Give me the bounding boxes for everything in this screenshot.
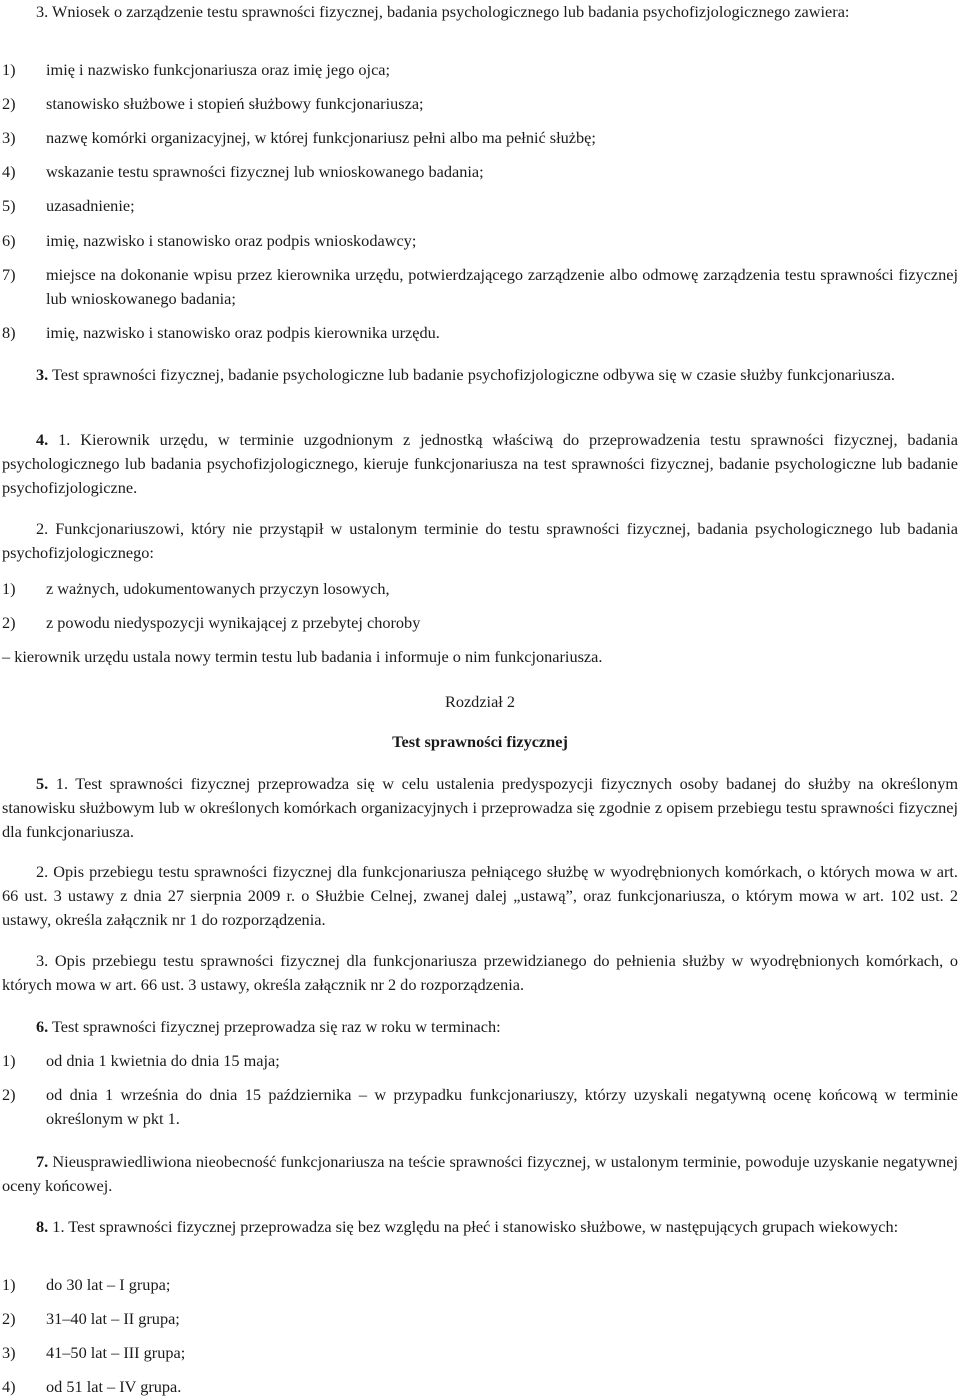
paragraph-5-1 (2, 772, 958, 844)
list-item-number: 2) (2, 94, 16, 113)
list-item-text: nazwę komórki organizacyjnej, w której funkcjonariusz pełni albo ma pełnić służbę; (46, 128, 596, 147)
list-item (2, 160, 958, 184)
list-item (2, 1307, 958, 1331)
list-item-number: 1) (2, 579, 16, 598)
list-item-number: 2) (2, 1085, 16, 1104)
paragraph-text: 2. Funkcjonariuszowi, który nie przystąpił w ustalonym terminie do testu sprawności fizycznej, badania psychologicznego lub badania psychofizjologicznego: (2, 519, 958, 562)
subparagraph-number: 1. (52, 1217, 65, 1236)
paragraph-number: 7. (36, 1152, 49, 1171)
list-item-text: z powodu niedyspozycji wynikającej z przebytej choroby (46, 613, 421, 632)
list-item-text: od dnia 1 kwietnia do dnia 15 maja; (46, 1051, 280, 1070)
paragraph-number: 5. (36, 774, 49, 793)
list-item-number: 7) (2, 265, 16, 284)
paragraph-6 (2, 1015, 958, 1039)
list-item-text: imię, nazwisko i stanowisko oraz podpis wnioskodawcy; (46, 231, 417, 250)
paragraph-number: 3. (36, 365, 49, 384)
list-item-number: 4) (2, 1377, 16, 1396)
paragraph-number: 4. (36, 430, 49, 449)
list-item-text: miejsce na dokonanie wpisu przez kierownika urzędu, potwierdzającego zarządzenie albo odmowę zarządzenia testu sprawności fizycznej lub wnioskowanego badania; (46, 265, 958, 308)
list-item-text: z ważnych, udokumentowanych przyczyn losowych, (46, 579, 390, 598)
list-item (2, 263, 958, 311)
list-item-number: 3) (2, 1343, 16, 1362)
paragraph-text: 2. Opis przebiegu testu sprawności fizycznej dla funkcjonariusza pełniącego służbę w wyodrębnionych komórkach, o których mowa w art. 66 ust. 3 ustawy z dnia 27 sierpnia 2009 r. o Służbie Celnej, zwanej dalej „ustawą”, oraz funkcjonariusza, o którym mowa w art. 102 ust. 2 ustawy, określa załącznik nr 1 do rozporządzenia. (2, 862, 958, 929)
paragraph-text: Nieusprawiedliwiona nieobecność funkcjonariusza na teście sprawności fizycznej, w ustalonym terminie, powoduje uzyskanie negatywnej oceny końcowej. (2, 1152, 958, 1195)
paragraph-text: Test sprawności fizycznej przeprowadza się bez względu na płeć i stanowisko służbowe, w następujących grupach wiekowych: (68, 1217, 899, 1236)
chapter-label: Rozdział 2 (444, 692, 516, 711)
paragraph-3 (2, 363, 958, 387)
paragraph-8-1 (2, 1215, 958, 1239)
list-item (2, 1375, 958, 1399)
list-item-text: od 51 lat – IV grupa. (46, 1377, 182, 1396)
list-item (2, 1083, 958, 1131)
list-item (2, 126, 958, 150)
paragraph-text: – kierownik urzędu ustala nowy termin testu lub badania i informuje o nim funkcjonariusza. (2, 647, 603, 666)
list-item (2, 321, 958, 345)
list-item (2, 229, 958, 253)
list-item-text: stanowisko służbowe i stopień służbowy funkcjonariusza; (46, 94, 424, 113)
list-item (2, 58, 958, 82)
paragraph-5-2 (2, 860, 958, 932)
paragraph-number: 8. (36, 1217, 49, 1236)
list-item (2, 194, 958, 218)
paragraph-text: Test sprawności fizycznej, badanie psychologiczne lub badanie psychofizjologiczne odbywa się w czasie służby funkcjonariusza. (52, 365, 895, 384)
section-3-intro-text: Wniosek o zarządzenie testu sprawności fizycznej, badania psychologicznego lub badania psychofizjologicznego zawiera: (52, 2, 850, 21)
list-item-number: 3) (2, 128, 16, 147)
section-3-label: 3. (36, 2, 49, 21)
paragraph-text: Test sprawności fizycznej przeprowadza się raz w roku w terminach: (52, 1017, 501, 1036)
list-item-text: 41–50 lat – III grupa; (46, 1343, 186, 1362)
list-item-number: 6) (2, 231, 16, 250)
list-item-text: uzasadnienie; (46, 196, 135, 215)
list-item-text: imię, nazwisko i stanowisko oraz podpis kierownika urzędu. (46, 323, 440, 342)
list-item-number: 1) (2, 1275, 16, 1294)
paragraph-4-1 (2, 428, 958, 500)
chapter-title: Test sprawności fizycznej (392, 732, 568, 751)
list-item-text: od dnia 1 września do dnia 15 października – w przypadku funkcjonariuszy, którzy uzyskali negatywną ocenę końcową w terminie określonym w pkt 1. (46, 1085, 958, 1128)
list-item-number: 8) (2, 323, 16, 342)
subparagraph-number: 1. (55, 774, 69, 793)
paragraph-text: Kierownik urzędu, w terminie uzgodnionym z jednostką właściwą do przeprowadzenia testu sprawności fizycznej, badania psychologicznego lub badania psychofizjologicznego, kieruje funkcjonariusza na test sprawności fizycznej, badanie psychologiczne lub badanie psychofizjologiczne. (2, 430, 958, 497)
section-3-intro (2, 0, 958, 24)
list-item-number: 2) (2, 1309, 16, 1328)
list-item (2, 1273, 958, 1297)
paragraph-text: Test sprawności fizycznej przeprowadza się w celu ustalenia predyspozycji fizycznych osoby badanej do służby na określonym stanowisku służbowym lub w określonych komórkach organizacyjnych i przeprowadza się zgodnie z opisem przebiegu testu sprawności fizycznej dla funkcjonariusza. (2, 774, 958, 841)
list-item-text: 31–40 lat – II grupa; (46, 1309, 180, 1328)
list-item (2, 92, 958, 116)
list-item (2, 577, 958, 601)
list-item-number: 1) (2, 60, 16, 79)
list-item (2, 611, 958, 635)
list-item-text: wskazanie testu sprawności fizycznej lub wnioskowanego badania; (46, 162, 484, 181)
paragraph-text: 3. Opis przebiegu testu sprawności fizycznej dla funkcjonariusza przewidzianego do pełnienia służby w wyodrębnionych komórkach, o których mowa w art. 66 ust. 3 ustawy, określa załącznik nr 2 do rozporządzenia. (2, 951, 958, 994)
list-item-text: imię i nazwisko funkcjonariusza oraz imię jego ojca; (46, 60, 391, 79)
list-item-text: do 30 lat – I grupa; (46, 1275, 171, 1294)
list-item (2, 1341, 958, 1365)
paragraph-number: 6. (36, 1017, 49, 1036)
paragraph-4-closing (2, 645, 958, 669)
list-item (2, 1049, 958, 1073)
list-item-number: 2) (2, 613, 16, 632)
paragraph-7 (2, 1150, 958, 1198)
subparagraph-number: 1. (58, 430, 71, 449)
list-item-number: 4) (2, 162, 16, 181)
list-item-number: 1) (2, 1051, 16, 1070)
list-item-number: 5) (2, 196, 16, 215)
paragraph-5-3 (2, 949, 958, 997)
paragraph-4-2 (2, 517, 958, 565)
